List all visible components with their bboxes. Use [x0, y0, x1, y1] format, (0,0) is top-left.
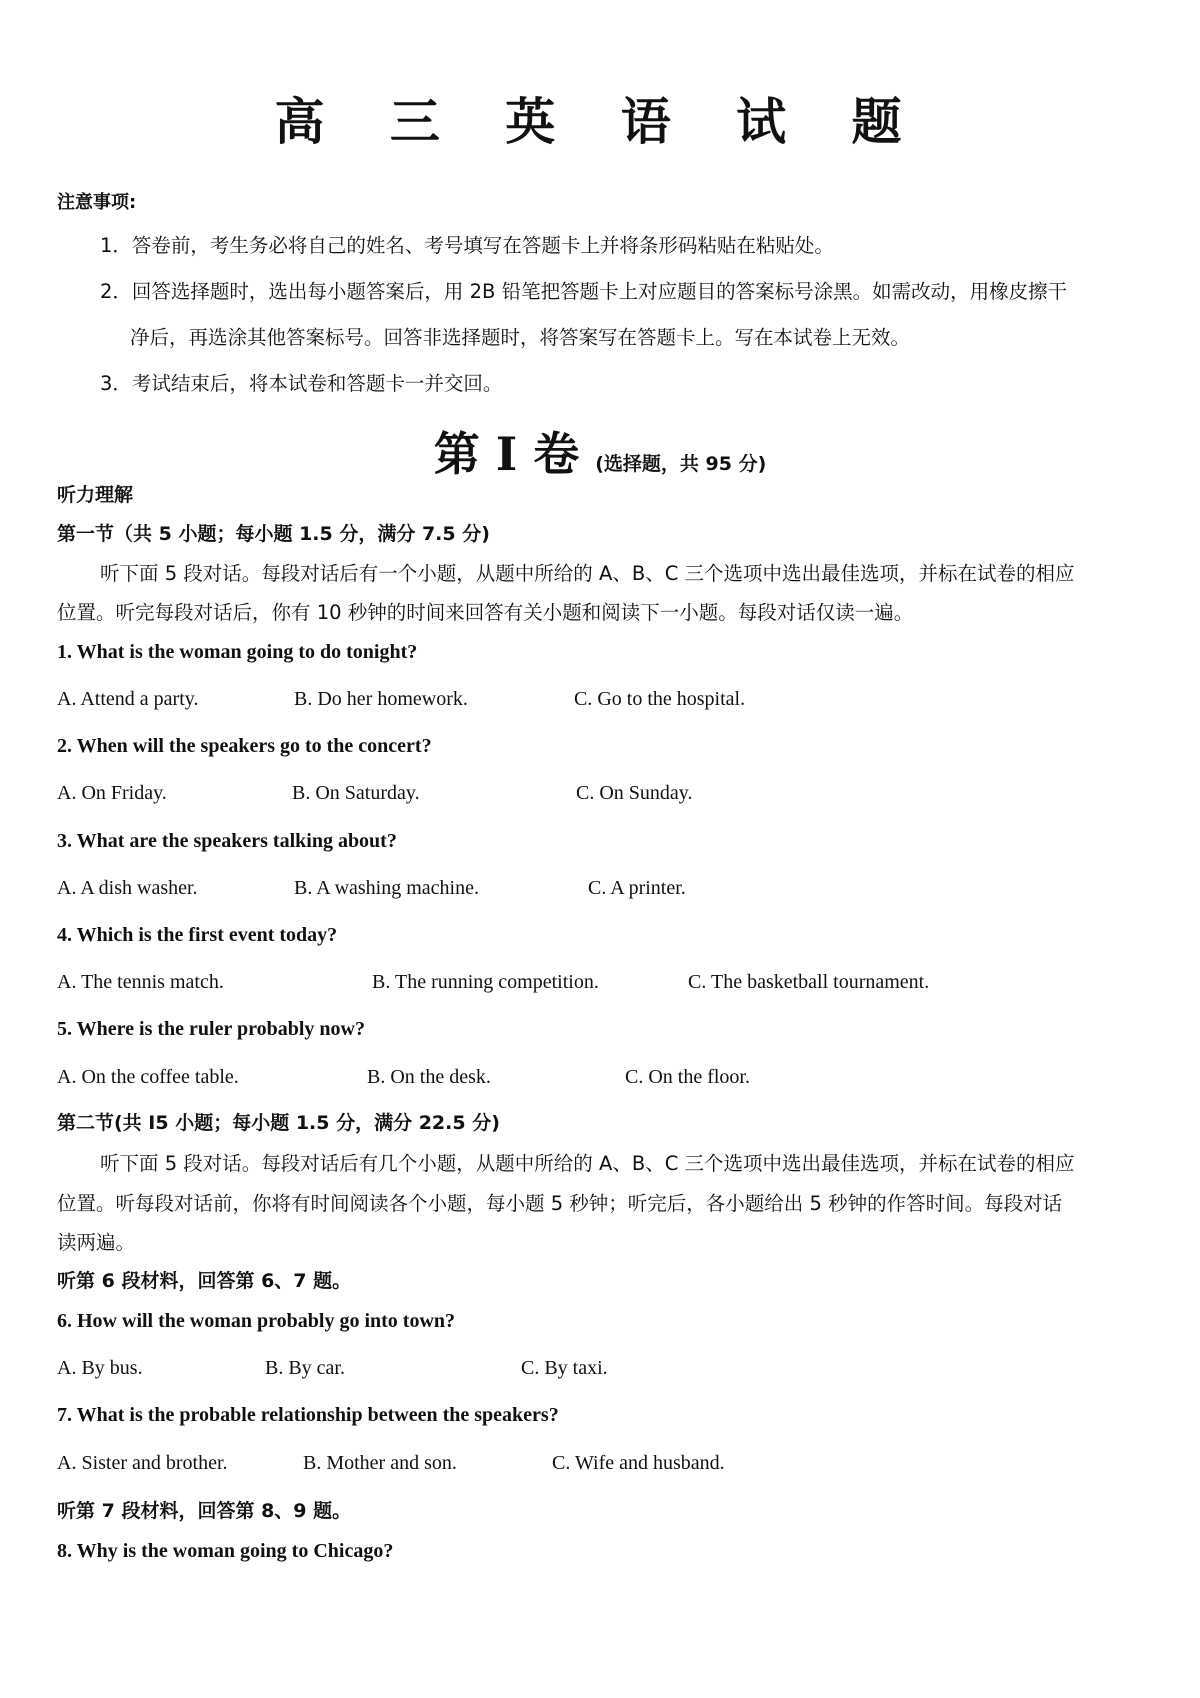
q7-option-a: A. Sister and brother. [57, 1452, 228, 1474]
q4-option-a: A. The tennis match. [57, 971, 224, 993]
q3-option-c: C. A printer. [588, 877, 686, 899]
volume-title [0, 418, 1200, 484]
q4-option-b: B. The running competition. [372, 971, 599, 993]
q5-option-a: A. On the coffee table. [57, 1066, 239, 1088]
material-6-instruction: 听第 6 段材料，回答第 6、7 题。 [57, 1270, 352, 1292]
q2-option-a: A. On Friday. [57, 782, 167, 804]
question-6: 6. How will the woman probably go into town? [57, 1310, 456, 1332]
q6-option-a: A. By bus. [57, 1357, 143, 1379]
question-2: 2. When will the speakers go to the concert? [57, 735, 432, 757]
section2-directions-2: 位置。听每段对话前，你将有时间阅读各个小题，每小题 5 秒钟；听完后，各小题给出 5 秒钟的作答时间。每段对话 [57, 1192, 1063, 1215]
q7-option-c: C. Wife and husband. [552, 1452, 725, 1474]
q6-option-c: C. By taxi. [521, 1357, 608, 1379]
q5-option-c: C. On the floor. [625, 1066, 750, 1088]
notice-item-3: 3．考试结束后，将本试卷和答题卡一并交回。 [100, 372, 503, 395]
q3-option-b: B. A washing machine. [294, 877, 479, 899]
q1-option-b: B. Do her homework. [294, 688, 468, 710]
question-8: 8. Why is the woman going to Chicago? [57, 1540, 394, 1562]
notice-item-1: 1．答卷前，考生务必将自己的姓名、考号填写在答题卡上并将条形码粘贴在粘贴处。 [100, 234, 834, 257]
question-5: 5. Where is the ruler probably now? [57, 1018, 365, 1040]
section2-heading: 第二节(共 I5 小题；每小题 1.5 分，满分 22.5 分) [57, 1112, 500, 1134]
q7-option-b: B. Mother and son. [303, 1452, 457, 1474]
q5-option-b: B. On the desk. [367, 1066, 491, 1088]
q1-option-a: A. Attend a party. [57, 688, 199, 710]
q6-option-b: B. By car. [265, 1357, 345, 1379]
q4-option-c: C. The basketball tournament. [688, 971, 930, 993]
q2-option-b: B. On Saturday. [292, 782, 420, 804]
section1-directions-2: 位置。听完每段对话后，你有 10 秒钟的时间来回答有关小题和阅读下一小题。每段对话仅读一遍。 [57, 601, 914, 624]
section2-directions-1: 听下面 5 段对话。每段对话后有几个小题，从题中所给的 A、B、C 三个选项中选出最佳选项，并标在试卷的相应 [100, 1152, 1075, 1175]
question-4: 4. Which is the first event today? [57, 924, 338, 946]
notice-heading: 注意事项: [57, 192, 137, 213]
question-1: 1. What is the woman going to do tonight? [57, 641, 418, 663]
material-7-instruction: 听第 7 段材料，回答第 8、9 题。 [57, 1500, 352, 1522]
q2-option-c: C. On Sunday. [576, 782, 693, 804]
volume-main: 第 I 卷 [433, 427, 580, 481]
exam-title: 高 三 英 语 试 题 [274, 92, 926, 151]
question-7: 7. What is the probable relationship between the speakers? [57, 1404, 559, 1426]
volume-sub: (选择题，共 95 分) [595, 453, 767, 475]
q3-option-a: A. A dish washer. [57, 877, 198, 899]
section1-heading: 第一节（共 5 小题；每小题 1.5 分，满分 7.5 分) [57, 523, 490, 545]
section1-directions-1: 听下面 5 段对话。每段对话后有一个小题，从题中所给的 A、B、C 三个选项中选出最佳选项，并标在试卷的相应 [100, 562, 1075, 585]
part-title: 听力理解 [57, 484, 134, 506]
section2-directions-3: 读两遍。 [57, 1231, 136, 1254]
q1-option-c: C. Go to the hospital. [574, 688, 746, 710]
notice-item-2: 2．回答选择题时，选出每小题答案后，用 2B 铅笔把答题卡上对应题目的答案标号涂黑。如需改动，用橡皮擦干 [100, 280, 1068, 303]
notice-item-2-cont: 净后，再选涂其他答案标号。回答非选择题时，将答案写在答题卡上。写在本试卷上无效。 [130, 326, 911, 349]
question-3: 3. What are the speakers talking about? [57, 830, 397, 852]
